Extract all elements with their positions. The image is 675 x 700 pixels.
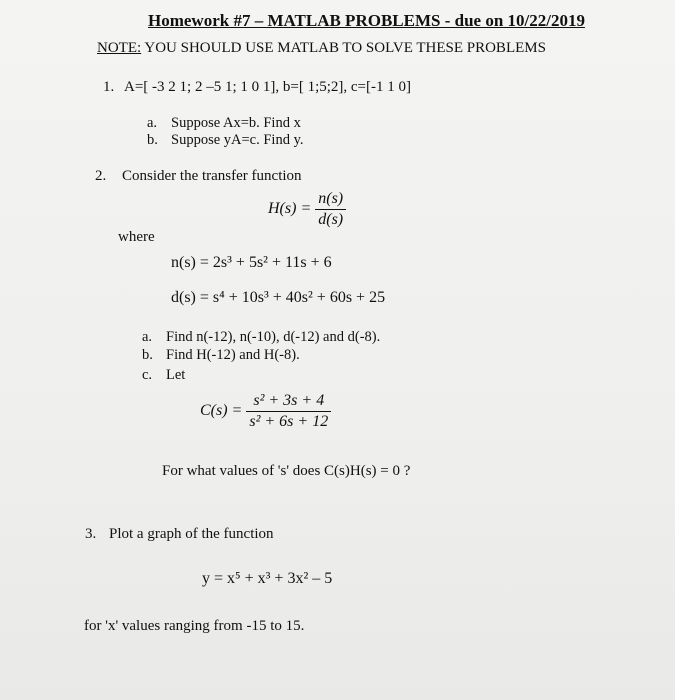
h-numerator: n(s) [315, 189, 346, 210]
problem-1b-text: Suppose yA=c. Find y. [171, 132, 304, 148]
h-denominator: d(s) [318, 211, 344, 228]
problem-2c-text: Let [166, 367, 186, 383]
problem-2b-text: Find H(-12) and H(-8). [166, 347, 300, 363]
c-function [200, 391, 331, 432]
problem-3-number: 3. [85, 526, 97, 542]
transfer-function-h [268, 189, 346, 230]
c-lhs: C(s) = [200, 402, 243, 420]
problem-2a-letter: a. [142, 329, 153, 345]
problem-2b-letter: b. [142, 347, 153, 363]
problem-2-number: 2. [95, 168, 107, 184]
c-numerator: s² + 3s + 4 [246, 391, 331, 412]
h-lhs: H(s) = [268, 200, 312, 218]
problem-2c-question: For what values of 's' does C(s)H(s) = 0 ? [162, 463, 411, 479]
c-fraction [246, 391, 331, 432]
note-text: YOU SHOULD USE MATLAB TO SOLVE THESE PROBLEMS [141, 40, 546, 56]
problem-2c-letter: c. [142, 367, 153, 383]
d-equation: d(s) = s⁴ + 10s³ + 40s² + 60s + 25 [171, 289, 386, 306]
problem-2a-text: Find n(-12), n(-10), d(-12) and d(-8). [166, 329, 381, 345]
problem-1b-letter: b. [147, 132, 158, 148]
page-title: Homework #7 – MATLAB PROBLEMS - due on 10/22/2019 [148, 11, 585, 30]
n-equation: n(s) = 2s³ + 5s² + 11s + 6 [171, 254, 332, 271]
problem-1-number: 1. [103, 79, 115, 95]
problem-3-intro: Plot a graph of the function [109, 526, 274, 542]
note-label: NOTE: [97, 40, 142, 56]
problem-3-range: for 'x' values ranging from -15 to 15. [84, 618, 305, 634]
h-fraction [315, 189, 346, 230]
problem-2-intro: Consider the transfer function [122, 168, 302, 184]
c-denominator: s² + 6s + 12 [249, 413, 329, 430]
problem-1a-letter: a. [147, 115, 158, 131]
note-line [97, 40, 546, 57]
problem-1-statement: A=[ -3 2 1; 2 –5 1; 1 0 1], b=[ 1;5;2], c=[-1 1 0] [124, 79, 411, 95]
y-equation: y = x⁵ + x³ + 3x² – 5 [202, 570, 333, 587]
where-label: where [118, 229, 155, 245]
problem-1a-text: Suppose Ax=b. Find x [171, 115, 301, 131]
